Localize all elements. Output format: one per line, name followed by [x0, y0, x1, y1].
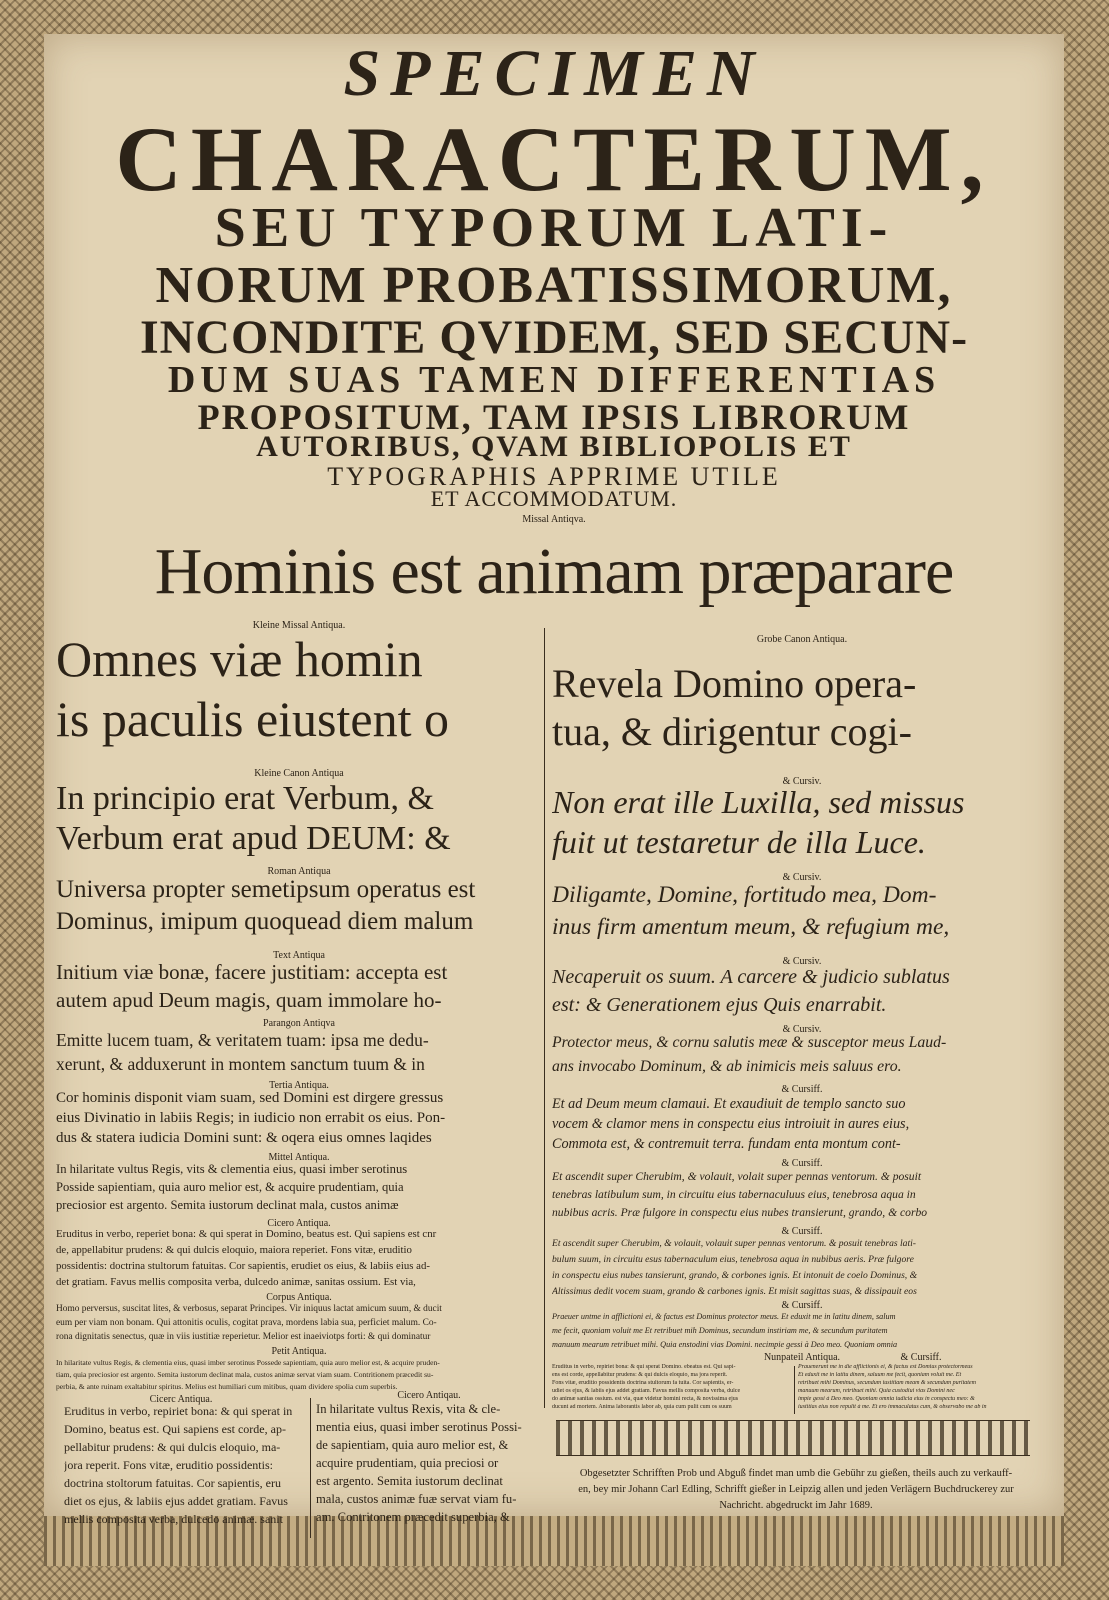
text-antiqua-line-1: Initium viæ bonæ, facere justitiam: accepta est	[56, 960, 448, 984]
missal-label: Missal Antiqva.	[522, 514, 586, 525]
text-antiqua-line-2: autem apud Deum magis, quam immolare ho-	[56, 988, 442, 1012]
notice-line-1: Obgesetzter Schrifften Prob und Abguß findet man umb die Gebühr zu gießen, theils auch zu verkauff-	[579, 1468, 1013, 1479]
cursiv-9-line-4: manuum mearum, retribuet mihi. Quia custodiui vias Domini nec	[798, 1388, 955, 1394]
cursiv-3-label: & Cursiv.	[782, 956, 822, 967]
corpus-line-2: eum per viam non bonam. Qui attonitis oculis, cogitat prava, mordens labia sua, perficiet malum. Co-	[56, 1318, 437, 1328]
grobe-canon-label: Grobe Canon Antiqua.	[756, 634, 848, 645]
nunpateil-line-6: ducunt ad mortem. Anima laborantis labor ab, quia cum pulit cum os suum	[552, 1404, 732, 1410]
cursiv-9-line-2: Et eduxit me in latitu dinem, saluum me fecit, quoniam voluit me. Et	[798, 1372, 962, 1378]
parangon-line-1: Emitte lucem tuam, & veritatem tuam: ipsa me dedu-	[56, 1030, 429, 1050]
corpus-label: Corpus Antiqua.	[266, 1292, 332, 1303]
cicero-line-4: det gratiam. Favus mellis composita verba, dulcedo animæ, sanitas ossium. Est via,	[56, 1276, 416, 1288]
nunpateil-label: Nunpateil Antiqua.	[763, 1352, 841, 1363]
cicero3-line-4: acquire prudentiam, quia preciosi or	[316, 1456, 499, 1470]
cursiv-6-line-1: Et ascendit super Cherubim, & volauit, volait super pennas ventorum. & posuit	[552, 1170, 922, 1183]
title-line-8: AUTORIBUS, QVAM BIBLIOPOLIS ET	[256, 430, 852, 463]
cicero2-line-5: doctrina stoltorum fatuitas. Cor sapientis, eru	[64, 1476, 281, 1490]
title-line-1: SPECIMEN	[343, 37, 765, 110]
cursiv-3-line-2: est: & Generationem ejus Quis enarrabit.	[552, 994, 887, 1016]
nunpateil-line-5: do animæ sanitas ossium. est via, quæ videtur homini recta, & novissima ejus	[552, 1396, 739, 1402]
sub-column-divider	[310, 1398, 311, 1538]
cursiv-3-line-1: Necaperuit os suum. A carcere & judicio sublatus	[552, 966, 950, 988]
roman-line-2: Dominus, imipum quoquead diem malum	[56, 908, 474, 935]
cicero3-line-1: In hilaritate vultus Rexis, vita & cle-	[316, 1402, 501, 1416]
cursiv-6-line-3: nubibus acris. Præ fulgore in conspectu eius nubes transierunt, grando, & corbo	[552, 1206, 928, 1219]
tertia-line-2: eius Divinatio in labiis Regis; in iudicio non errabit os eius. Pon-	[56, 1110, 446, 1126]
cursiv-4-line-1: Protector meus, & cornu salutis meæ & susceptor meus Laud-	[552, 1034, 947, 1051]
title-line-5: INCONDITE QVIDEM, SED SECUN-	[139, 311, 969, 364]
cursiv-2-label: & Cursiv.	[782, 872, 822, 883]
title-line-7: PROPOSITUM, TAM IPSIS LIBRORUM	[197, 397, 911, 437]
tertia-label: Tertia Antiqua.	[269, 1080, 329, 1091]
cicero2-line-4: jora reperit. Fons vitæ, eruditio possidentis:	[64, 1458, 273, 1472]
corpus-line-3: rona dignitatis senectus, quæ in viis iustitiæ reperietur. Melior est inaeiviotps forti: & qui dominatur	[56, 1332, 431, 1342]
cursiv-2-line-1: Diligamte, Domine, fortitudo mea, Dom-	[552, 882, 937, 908]
cicero3-line-5: est argento. Semita iustorum declinat	[316, 1474, 503, 1488]
kleine-missal-label: Kleine Missal Antiqua.	[252, 620, 346, 631]
cursiv-1-label: & Cursiv.	[782, 776, 822, 787]
kleine-canon-label: Kleine Canon Antiqua	[254, 768, 344, 779]
cursiv-8-label: & Cursiff.	[781, 1300, 823, 1311]
nunpateil-line-2: ens est corde, appellabitur prudens: & qui dulcis eloquio, ma jora reperit.	[552, 1372, 728, 1378]
cicero-line-1: Eruditus in verbo, reperiet bona: & qui sperat in Domino, beatus est. Qui sapiens est cnr	[56, 1228, 437, 1240]
nunpateil-line-3: Fons vitæ, eruditio possidentis doctrina stultorum fa tuita. Cor sapientis, er-	[552, 1380, 734, 1386]
cicero-line-2: de, appellabitur prudens: & qui dulcis eloquio, maiora reperiet. Fons vitæ, eruditio	[56, 1244, 412, 1256]
cursiv-7-line-1: Et ascendit super Cherubim, & volauit, volauit super pennas ventorum. & posuit tenebras lati-	[552, 1238, 916, 1249]
mittel-label: Mittel Antiqua.	[268, 1152, 330, 1163]
corpus-line-1: Homo perversus, suscitat lites, & verbosus, separat Principes. Vir iniquus lactat amicum suum, & ducit	[56, 1304, 442, 1314]
cursiv-9-line-3: retribuet mihi Dominus, secundum iustitiam meam & secundum puritatem	[798, 1380, 976, 1386]
tertia-line-3: dus & statera iudicia Domini sunt: & oqera eius omnes laqides	[56, 1130, 432, 1146]
cursiv-4-line-2: ans invocabo Dominum, & ab inimicis meis saluus ero.	[552, 1058, 902, 1075]
cursiv-5-line-3: Commota est, & contremuit terra. fundam enta montum cont-	[552, 1136, 901, 1152]
cursiv-1-line-2: fuit ut testaretur de illa Luce.	[552, 824, 926, 860]
title-line-3: SEU TYPORUM LATI-	[214, 197, 894, 259]
cicero3-line-2: mentia eius, quasi imber serotinus Possi-	[316, 1420, 522, 1434]
petit-line-1: In hilaritate vultus Regis, & clementia eius, quasi imber serotinus Possede sapientiam, quia auro melior est, & acquire pruden-	[56, 1358, 440, 1367]
tertia-line-1: Cor hominis disponit viam suam, sed Domini est dirgere gressus	[56, 1090, 444, 1106]
cursiv-5-label: & Cursiff.	[781, 1084, 823, 1095]
kleine-canon-line-1: In principio erat Verbum, &	[56, 780, 435, 817]
cicero-label: Cicero Antiqua.	[267, 1218, 331, 1229]
roman-label: Roman Antiqua	[267, 866, 331, 877]
text-antiqua-label: Text Antiqua	[273, 950, 325, 961]
column-divider	[544, 628, 545, 1408]
cursiv-7-line-3: in conspectu eius nubes tansierunt, grando, & corbones ignis. Et intonuit de coelo Dominus, &	[552, 1270, 918, 1281]
cursiv-6-label: & Cursiff.	[781, 1158, 823, 1169]
kleine-missal-line-1: Omnes viæ homin	[56, 631, 423, 687]
petit-label: Petit Antiqua.	[271, 1346, 327, 1357]
roman-line-1: Universa propter semetipsum operatus est	[56, 876, 476, 903]
petit-line-2: tiam, quia preciosior est argento. Semita iustorum declinat mala, custos animæ servat viam suam. Contritionem præcedit su-	[56, 1370, 434, 1379]
cicero3-label: Cicero Antiqau.	[397, 1390, 461, 1401]
mittel-line-1: In hilaritate vultus Regis, vits & clementia eius, quasi imber serotinus	[56, 1162, 408, 1176]
missal-specimen: Hominis est animam præparare	[154, 535, 954, 608]
ornament-band	[556, 1420, 1030, 1456]
title-line-9: TYPOGRAPHIS APPRIME UTILE	[327, 462, 781, 491]
cursiv-5-line-2: vocem & clamor mens in conspectu eius introiuit in aures eius,	[552, 1116, 910, 1132]
nunpateil-line-4: udiet os ejus, & labiis ejus addet gratiam. Favus mellis composita verba, dulce	[552, 1388, 741, 1394]
cursiv-9-line-5: impie gessi à Deo meo. Quoniam omnia iudicia eius in conspectu meo: &	[798, 1396, 975, 1402]
title-line-10: ET ACCOMMODATUM.	[430, 486, 678, 511]
cursiv-7-label: & Cursiff.	[781, 1226, 823, 1237]
parangon-label: Parangon Antiqva	[263, 1018, 335, 1029]
cursiv-6-line-2: tenebras latibulum sum, in circuitu eius tabernaculuus eius, tenebrosa aqua in	[552, 1188, 916, 1201]
cursiv-7-line-4: Altissimus dedit vocem suam, grando & carbones ignis. Et misit sagittas suas, & dissipauit eos	[552, 1286, 917, 1297]
cursiv-5-line-1: Et ad Deum meum clamaui. Et exaudiuit de templo sancto suo	[552, 1096, 906, 1112]
cicero2-line-7: mellis composita verba, dulcedo animæ. sanit	[64, 1512, 283, 1526]
cursiv-8-line-1: Praeuer untme in afflictioni ei, & factus est Dominus protector meus. Et eduxit me in latitu dinem, salum	[552, 1312, 896, 1321]
title-line-4: NORUM PROBATISSIMORUM,	[155, 257, 953, 314]
kleine-canon-line-2: Verbum erat apud DEUM: &	[56, 820, 451, 857]
notice-line-2: en, bey mir Johann Carl Edling, Schrifft gießer in Leipzig allen und jeden Verlägern Buchdruckerey zur	[578, 1484, 1014, 1495]
grobe-canon-line-1: Revela Domino opera-	[552, 661, 917, 706]
cursiv-8-line-3: manuum mearum retribuet mihi. Quia enstodini vias Domini. necimpie gessi à Deo meo. Quoniam omnia	[552, 1340, 898, 1349]
cursiv-1-line-1: Non erat ille Luxilla, sed missus	[552, 784, 965, 820]
nunpateil-line-1: Eruditus in verbo, repiriet bona: & qui sperat Domino. ebeatus est. Qui sapi-	[552, 1364, 736, 1370]
title-line-6: DUM SUAS TAMEN DIFFERENTIAS	[167, 359, 941, 401]
cicero3-line-3: de sapientiam, quia auro melior est, &	[316, 1438, 509, 1452]
cursiv-4-label: & Cursiv.	[782, 1024, 822, 1035]
cicero3-line-7: am. Contritonem præcedit superbia, &	[316, 1510, 510, 1524]
cicero-line-3: possidentis: doctrina stultorum fatuitas. Cor sapientis, erudiet os eius, & labiis eius ad-	[56, 1260, 430, 1272]
cicero2-line-1: Eruditus in verbo, repiriet bona: & qui sperat in	[64, 1404, 293, 1418]
mittel-line-2: Posside sapientiam, quia auro melior est, & acquire prudentiam, quia	[56, 1180, 404, 1194]
cicero2-line-2: Domino, beatus est. Qui sapiens est corde, ap-	[64, 1422, 286, 1436]
cursiv-2-line-2: inus firm amentum meum, & refugium me,	[552, 914, 950, 940]
cursiv-8-line-2: me fecit, quoniam voluit me Et retribuet mih Dominus, secundum instiriam me, & secundum puritatem	[552, 1326, 888, 1335]
cicero2-line-3: pellabitur prudens: & qui dulcis eloquio, ma-	[64, 1440, 281, 1454]
cicero2-label: Cicerc Antiqua.	[149, 1394, 213, 1405]
cicero3-line-6: mala, custos animæ fuæ servat viam fu-	[316, 1492, 517, 1506]
nunpateil-divider	[794, 1366, 795, 1414]
petit-line-3: perbia, & ante ruinam exaltabitur spiritus. Melius est humiliari cum mitibus, quam dividere spolia cum superbis.	[56, 1382, 398, 1391]
cursiv-9-line-1: Prauenerunt me in die afflictionis ei, & factus est Domius protectormeus	[798, 1364, 973, 1370]
kleine-missal-line-2: is paculis eiustent o	[56, 691, 449, 747]
parangon-line-2: xerunt, & adduxerunt in montem sanctum tuum & in	[56, 1054, 425, 1074]
title-line-2: CHARACTERUM,	[115, 108, 993, 210]
cursiv-7-line-2: bulum suum, in circuitu esus tabernaculum eius, tenebrosa aqua in nubibus aeris. Præ fulgore	[552, 1254, 914, 1265]
mittel-line-3: preciosior est argento. Semita iustorum declinat mala, custos animæ	[56, 1198, 399, 1212]
grobe-canon-line-2: tua, & dirigentur cogi-	[552, 709, 912, 754]
cursiv-9-label: & Cursiff.	[900, 1352, 942, 1363]
cicero2-line-6: diet os ejus, & labiis ejus addet gratiam. Favus	[64, 1494, 288, 1508]
notice-line-3: Nachricht. abgedruckt im Jahr 1689.	[719, 1500, 873, 1511]
cursiv-9-line-6: iustitias eius non repulit à me. Et ero immaculatus cum, & observabo me ab in	[798, 1404, 987, 1410]
